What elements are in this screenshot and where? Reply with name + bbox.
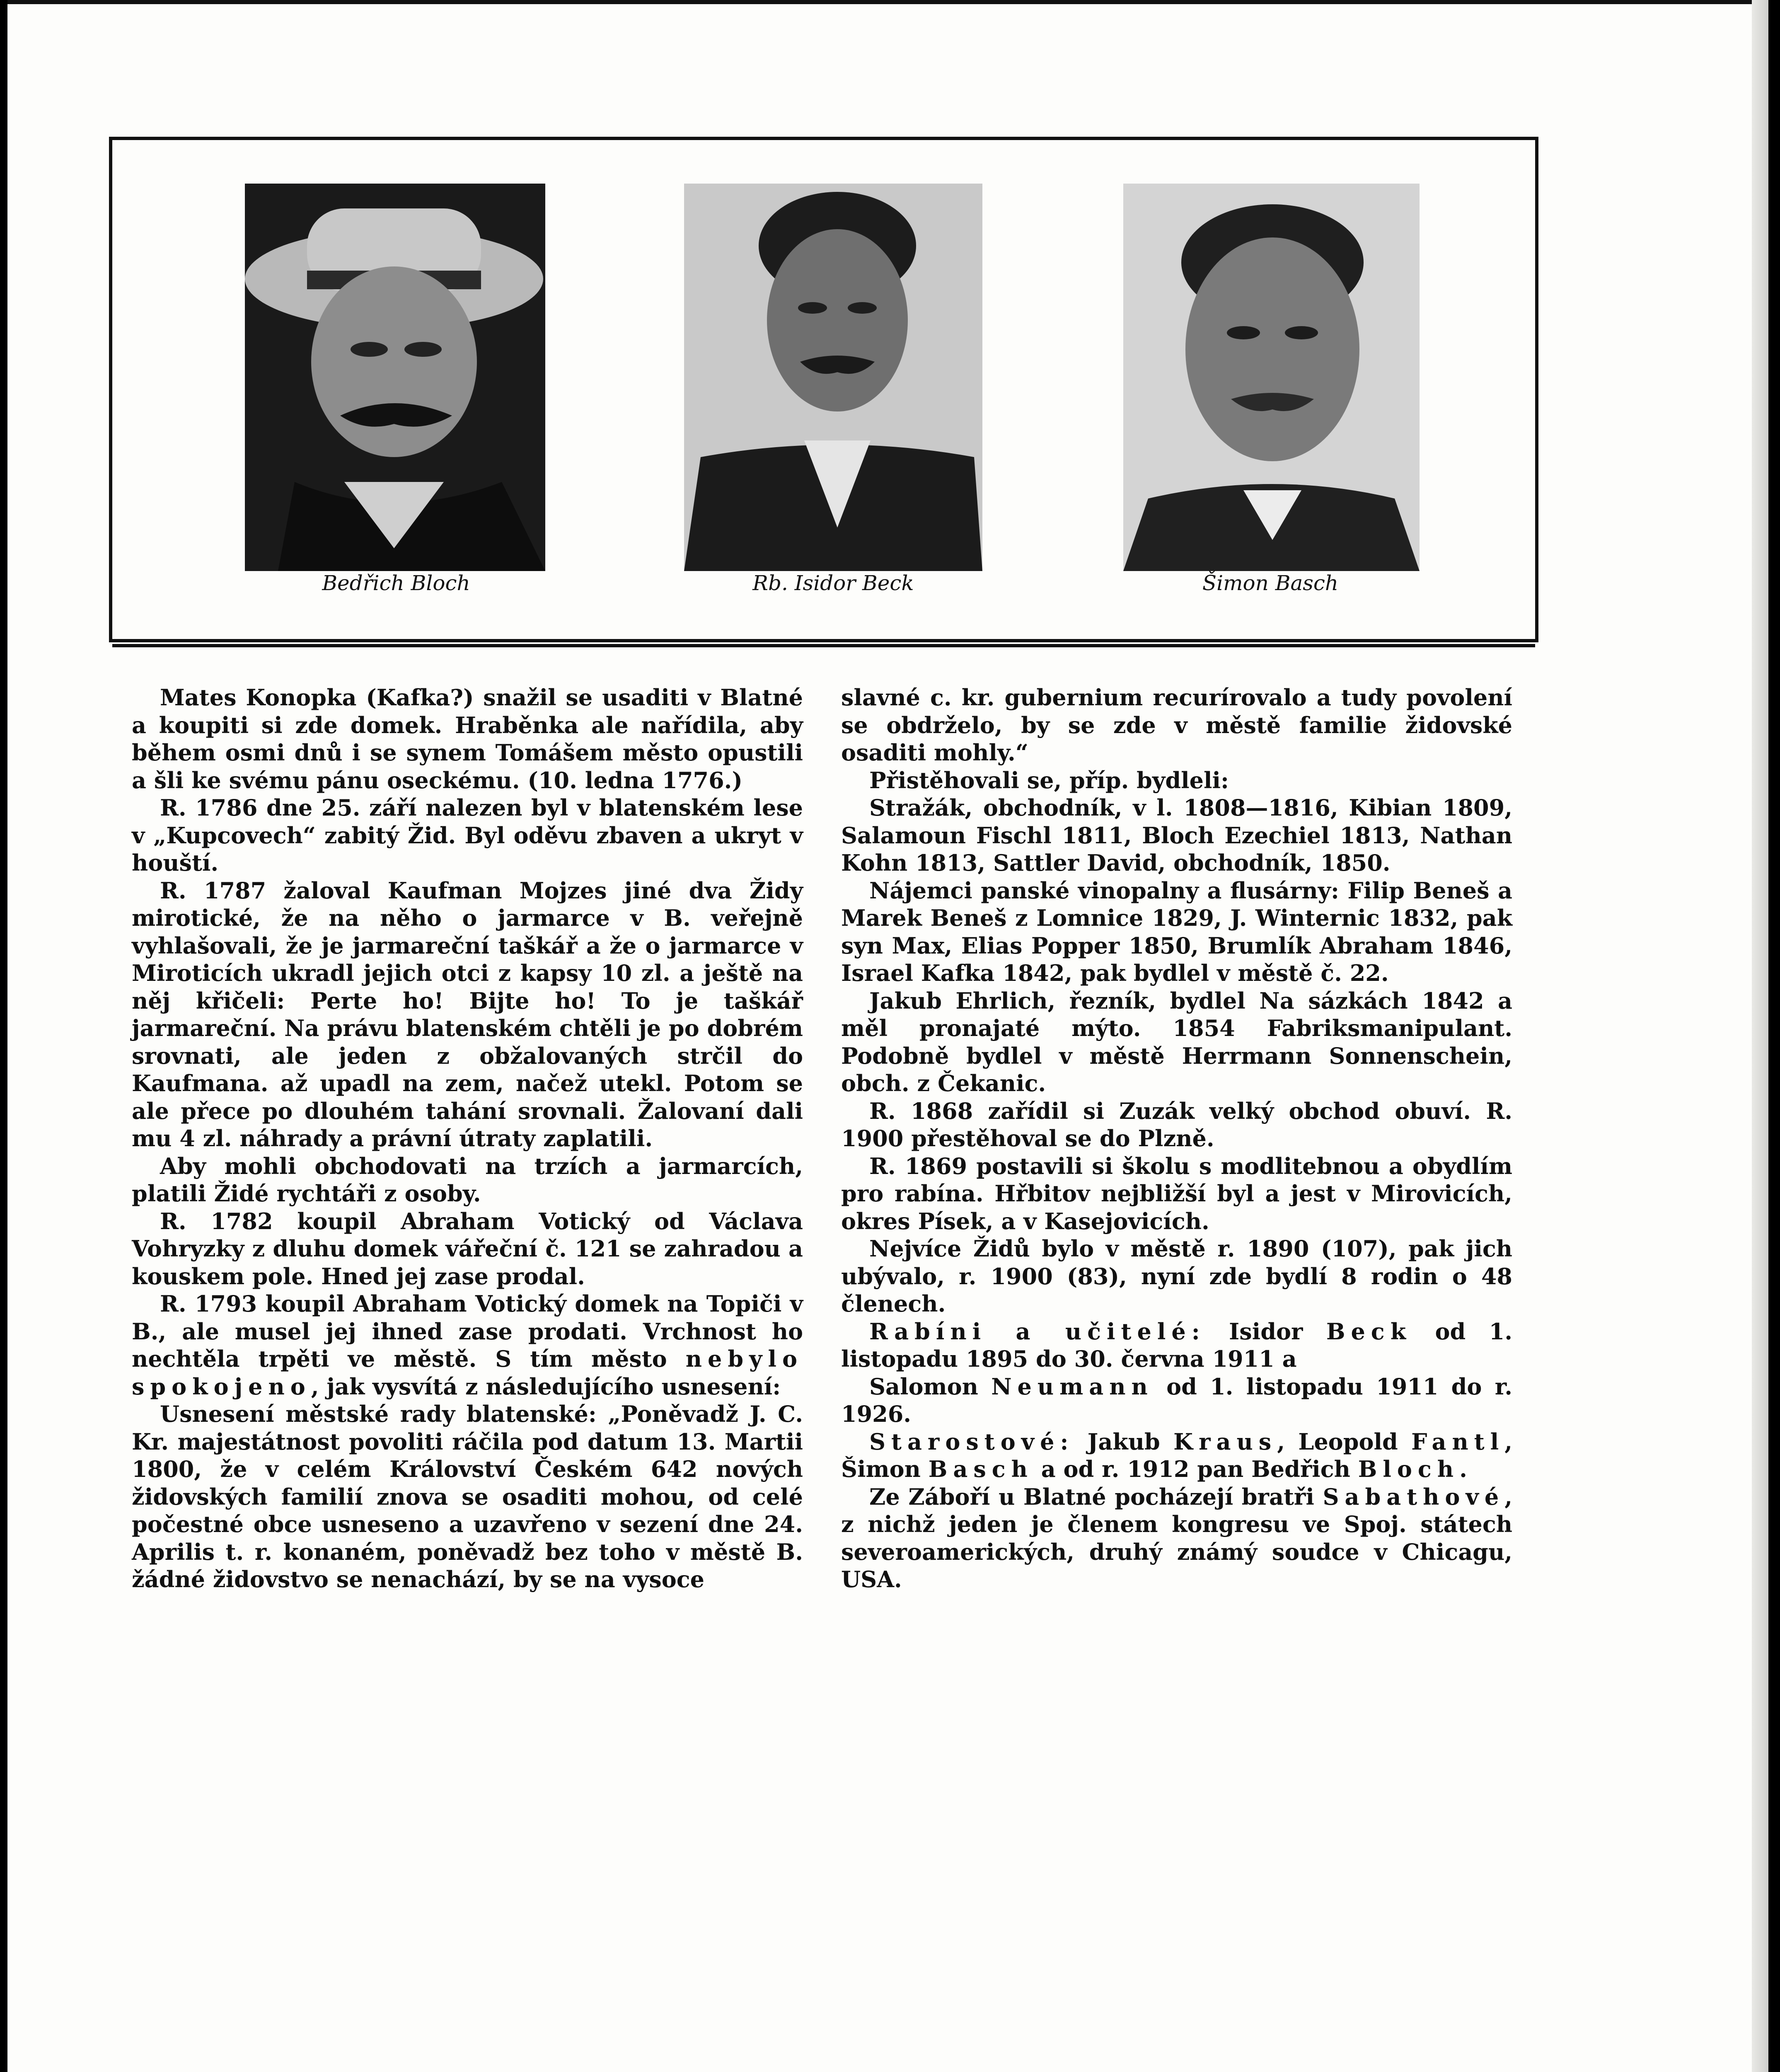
paragraph: Přistěhovali se, příp. bydleli: (869, 767, 1229, 794)
text-run: Ze Záboří u Blatné pocházejí bratři (869, 1483, 1323, 1510)
spaced-name: Basch (928, 1456, 1033, 1482)
text-run: . (1459, 1456, 1467, 1482)
paragraph: Usnesení městské rady blatenské: „Poněvadž J. C. Kr. majestátnost povoliti ráčila pod datum 13. Martii 1800, že v celém Království Českém 642 nových židovských familií znova se osaditi mohou, od celé počestné obce usneseno a uzavřeno v sezení dne 24. Aprilis t. r. konaném, poněvadž bez toho v městě B. žádné židovstvo se nenachází, by se na vysoce (132, 1401, 803, 1593)
caption-3: Šimon Basch (1202, 571, 1339, 595)
right-column (841, 684, 1512, 1593)
portrait-figure (109, 137, 1538, 642)
portrait-photo-3 (1123, 184, 1420, 571)
text-run: , jak vysvítá z následujícího usnesení: (311, 1373, 781, 1400)
spaced-label: Rabíni a učitelé: (869, 1318, 1206, 1345)
paragraph: R. 1869 postavili si školu s modlitebnou a obydlím pro rabína. Hřbitov nejbližší byl a jest v Mirovicích, okres Písek, a v Kasejovicích. (841, 1152, 1512, 1234)
paragraph: Mates Konopka (Kafka?) snažil se usaditi v Blatné a koupiti si zde domek. Hraběnka ale nařídila, aby během osmi dnů i se synem Tomášem město opustili a šli ke svému pánu oseckému. (10. ledna 1776.) (132, 684, 803, 794)
paragraph (132, 1290, 803, 1400)
text-run: Isidor (1205, 1318, 1326, 1345)
text-run: Jakub (1074, 1428, 1174, 1455)
portrait-simon-basch (1123, 184, 1420, 571)
portrait-photo-1 (245, 184, 545, 571)
paragraph: Stražák, obchodník, v l. 1808—1816, Kibian 1809, Salamoun Fischl 1811, Bloch Ezechiel 1813, Nathan Kohn 1813, Sattler David, obchodník, 1850. (841, 794, 1512, 876)
text-run: a od r. 1912 pan Bedřich (1033, 1456, 1358, 1482)
paragraph: R. 1782 koupil Abraham Votický od Václava Vohryzky z dluhu domek vářeční č. 121 se zahradou a kouskem pole. Hned jej zase prodal. (132, 1208, 803, 1290)
caption-2: Rb. Isidor Beck (752, 571, 914, 595)
spaced-label: Starostové: (869, 1428, 1074, 1455)
spaced-word: nebylo (685, 1346, 803, 1372)
paragraph: R. 1868 zařídil si Zuzák velký obchod obuví. R. 1900 přestěhoval se do Plzně. (841, 1097, 1512, 1152)
page-edge-shadow (1752, 0, 1768, 2072)
top-edge (7, 0, 1768, 4)
paragraph (841, 1318, 1512, 1373)
photo (1123, 184, 1420, 571)
paragraph (841, 1373, 1512, 1428)
text-run: , z nichž jeden je členem kongresu ve Spoj. státech severoamerických, druhý známý soudce v Chicagu, USA. (841, 1483, 1512, 1593)
portrait-photo-2 (684, 184, 982, 571)
portrait-isidor-beck (684, 184, 982, 571)
paragraph: Aby mohli obchodovati na trzích a jarmarcích, platili Židé rychtáři z osoby. (132, 1152, 803, 1207)
photo (245, 184, 545, 571)
photo (684, 184, 982, 571)
text-run: R. 1793 koupil Abraham Votický domek na Topiči v B., ale musel jej ihned zase prodati. Vrchnost ho nechtěla trpěti ve městě. S tím město (132, 1290, 803, 1372)
text-run: od 1. listopadu 1911 do r. 1926. (841, 1373, 1512, 1427)
scanned-page (7, 0, 1768, 2072)
spaced-name: Bloch (1358, 1456, 1460, 1482)
spaced-name: Sabathové (1323, 1483, 1505, 1510)
spaced-name: Beck (1326, 1318, 1412, 1345)
caption-1: Bedřich Bloch (322, 571, 470, 595)
spaced-name: Fantl (1411, 1428, 1505, 1455)
paragraph: R. 1786 dne 25. září nalezen byl v blatenském lese v „Kupcovech“ zabitý Žid. Byl oděvu zbaven a ukryt v houští. (132, 794, 803, 876)
text-run: od 1. listopadu 1895 do 30. června 1911 a (841, 1318, 1513, 1372)
paragraph: slavné c. kr. gubernium recurírovalo a tudy povolení se obdrželo, by se zde v městě familie židovské osaditi mohly.“ (841, 684, 1512, 766)
paragraph: Nejvíce Židů bylo v městě r. 1890 (107), pak jich ubývalo, r. 1900 (83), nyní zde bydlí 8 rodin o 48 členech. (841, 1235, 1512, 1317)
spaced-word: spokojeno (132, 1373, 311, 1400)
portrait-bedrich-bloch (245, 184, 545, 571)
paragraph: Jakub Ehrlich, řezník, bydlel Na sázkách 1842 a měl pronajaté mýto. 1854 Fabriksmanipulant. Podobně bydlel v městě Herrmann Sonnenschein, obch. z Čekanic. (841, 987, 1512, 1097)
text-run: , Šimon (841, 1428, 1512, 1482)
paragraph: Nájemci panské vinopalny a flusárny: Filip Beneš a Marek Beneš z Lomnice 1829, J. Winternic 1832, pak syn Max, Elias Popper 1850, Brumlík Abraham 1846, Israel Kafka 1842, pak bydlel v městě č. 22. (841, 877, 1512, 986)
paragraph (841, 1483, 1512, 1593)
left-column (132, 684, 803, 1593)
spaced-name: Kraus (1173, 1428, 1277, 1455)
paragraph: R. 1787 žaloval Kaufman Mojzes jiné dva Židy mirotické, že na něho o jarmarce v B. veřejně vyhlašovali, že je jarmareční taškář a že o jarmarce v Miroticích ukradl jejich otci z kapsy 10 zl. a ještě na něj křičeli: Perte ho! Bijte ho! To je taškář jarmareční. Na právu blatenském chtěli je po dobrém srovnati, ale jeden z obžalovaných strčil do Kaufmana. až upadl na zem, načež utekl. Potom se ale přece po dlouhém tahání srovnali. Žalovaní dali mu 4 zl. náhrady a právní útraty zaplatili. (132, 877, 803, 1152)
text-run: Salomon (869, 1373, 992, 1400)
spaced-name: Neumann (991, 1373, 1154, 1400)
paragraph (841, 1428, 1512, 1483)
text-run: , Leopold (1277, 1428, 1412, 1455)
